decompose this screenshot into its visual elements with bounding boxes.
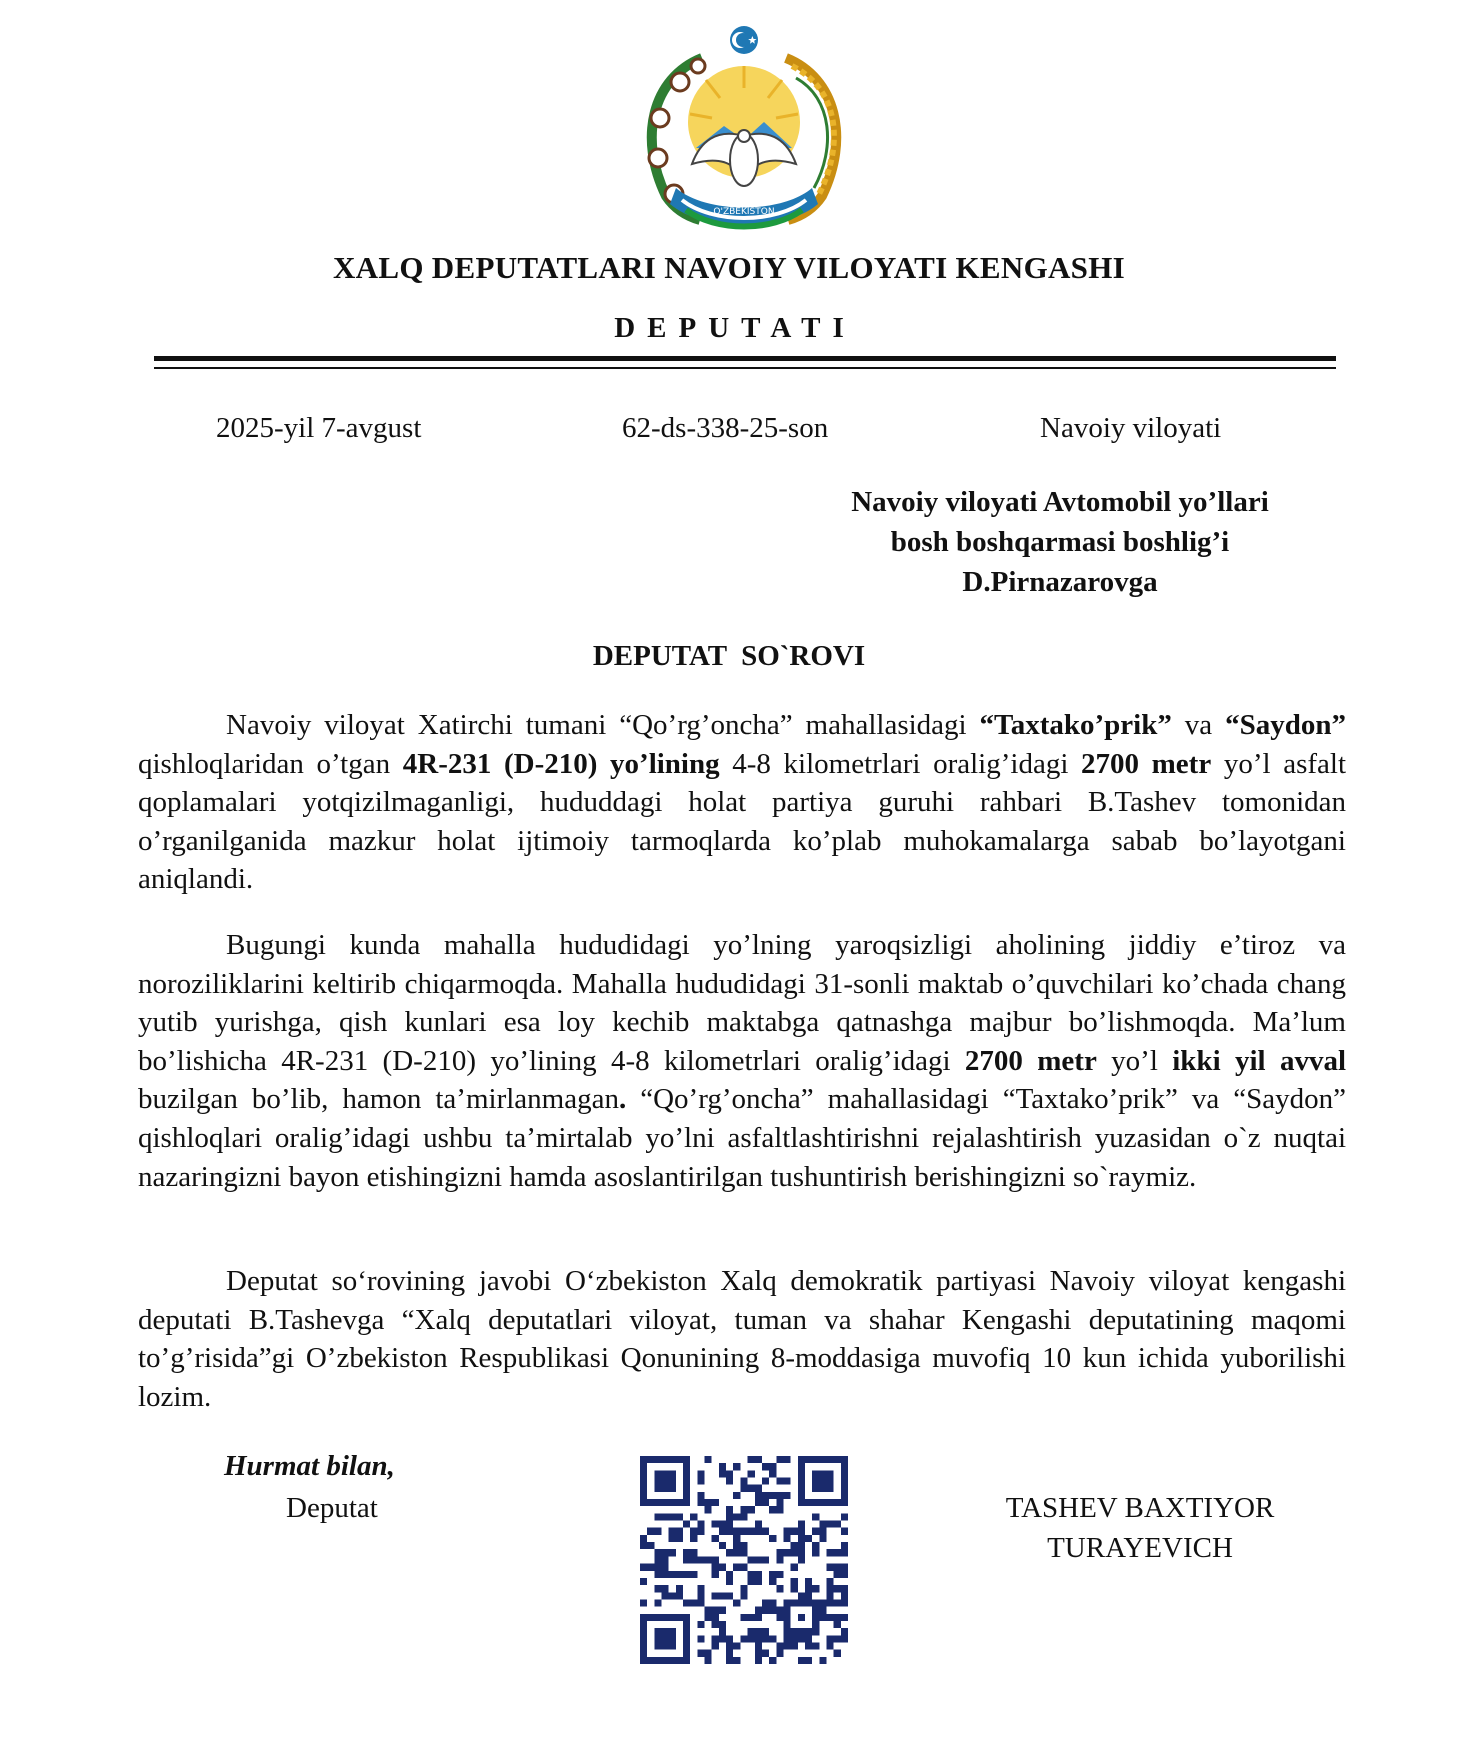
- text-run: yo’l asfalt qoplamalari yotqizilmaganligi, hududdagi holat partiya guruhi rahbari B.Tashev tomonidan o’rganilganida mazkur holat ijtimoiy tarmoqlarda ko’plab muhokamalarga sabab bo’layotgani aniqlandi.: [138, 747, 1347, 896]
- text-run: Deputat so‘rovining javobi O‘zbekiston Xalq demokratik partiyasi Navoiy viloyat kengashi deputati B.Tashevga “Xalq deputatlari viloyat, tuman va shahar Kengashi deputatining maqomi to’g’risida”gi O’zbekiston Respublikasi Qonunining 8-moddasiga muvofiq 10 kun ichida yuborilishi lozim.: [138, 1265, 1346, 1413]
- signer-role: Deputat: [286, 1492, 378, 1524]
- body-paragraph: [138, 926, 1346, 1196]
- signer-name-line: TASHEV BAXTIYOR: [1005, 1492, 1275, 1524]
- addressee-line: bosh boshqarmasi boshlig’i: [890, 526, 1230, 558]
- header-divider-thick: [154, 356, 1336, 361]
- emblem-ribbon-text: O'ZBEKISTON: [713, 207, 775, 217]
- text-run: Navoiy viloyat Xatirchi tumani “Qo’rg’oncha” mahallasidagi: [226, 709, 980, 741]
- bold-text-run: “Taxtako’prik”: [979, 709, 1172, 741]
- body-paragraph: [138, 706, 1346, 899]
- document-number: 62-ds-338-25-son: [622, 412, 829, 444]
- bold-text-run: 2700 metr: [964, 1044, 1097, 1077]
- text-run: va: [1171, 709, 1226, 741]
- addressee-line: Navoiy viloyati Avtomobil yo’llari: [851, 486, 1269, 518]
- bold-text-run: 2700 metr: [1081, 747, 1212, 780]
- organization-subtitle: DEPUTATI: [614, 312, 856, 344]
- text-run: 4-8 kilometrlari oralig’idagi: [719, 747, 1082, 780]
- organization-title: XALQ DEPUTATLARI NAVOIY VILOYATI KENGASHI: [332, 250, 1125, 285]
- bold-text-run: 4R-231 (D-210) yo’lining: [402, 747, 720, 780]
- document-place: Navoiy viloyati: [1040, 412, 1222, 444]
- text-run: qishloqlaridan o’tgan: [138, 747, 403, 780]
- addressee-name: D.Pirnazarovga: [962, 566, 1158, 598]
- text-run: “Qo’rg’oncha” mahallasidagi “Taxtako’prik” va “Saydon” qishloqlari oralig’idagi ushbu ta’mirtalab yo’lni asfaltlashtirishni rejalashtirish yuzasidan o`z nuqtai nazaringizni bayon etishingizni hamda asoslantirilgan tushuntirish berishingizni so`raymiz.: [138, 1083, 1346, 1193]
- text-run: buzilgan bo’lib, hamon ta’mirlanmagan: [138, 1083, 619, 1116]
- signer-name-line: TURAYEVICH: [1047, 1532, 1233, 1564]
- text-run: yo’l: [1096, 1044, 1173, 1077]
- header-divider-thin: [154, 367, 1336, 369]
- qr-code-icon: [640, 1456, 848, 1664]
- text-run: Bugungi kunda mahalla hududidagi yo’lning yaroqsizligi aholining jiddiy e’tiroz va noroziliklarini keltirib chiqarmoqda. Mahalla hududidagi 31-sonli maktab o’quvchilari ko’chada chang yutib yurishga, qish kunlari esa loy kechib maktabga qatnashga majbur bo’lishmoqda. Ma’lum bo’lishicha 4R-231 (D-210) yo’lining 4-8 kilometrlari oralig’idagi: [138, 929, 1346, 1077]
- bold-text-run: “Saydon”: [1225, 709, 1346, 741]
- document-date: 2025-yil 7-avgust: [216, 412, 422, 444]
- state-emblem-icon: [636, 18, 852, 238]
- bold-text-run: ikki yil avval: [1172, 1044, 1346, 1077]
- star-crescent-icon: [730, 26, 758, 54]
- body-paragraph: [138, 1262, 1346, 1416]
- document-title: DEPUTAT SO`ROVI: [592, 640, 866, 672]
- signer-block: [930, 1488, 1350, 1568]
- addressee-block: [780, 482, 1340, 602]
- closing-salutation: Hurmat bilan,: [224, 1450, 395, 1482]
- bold-text-run: .: [618, 1083, 627, 1116]
